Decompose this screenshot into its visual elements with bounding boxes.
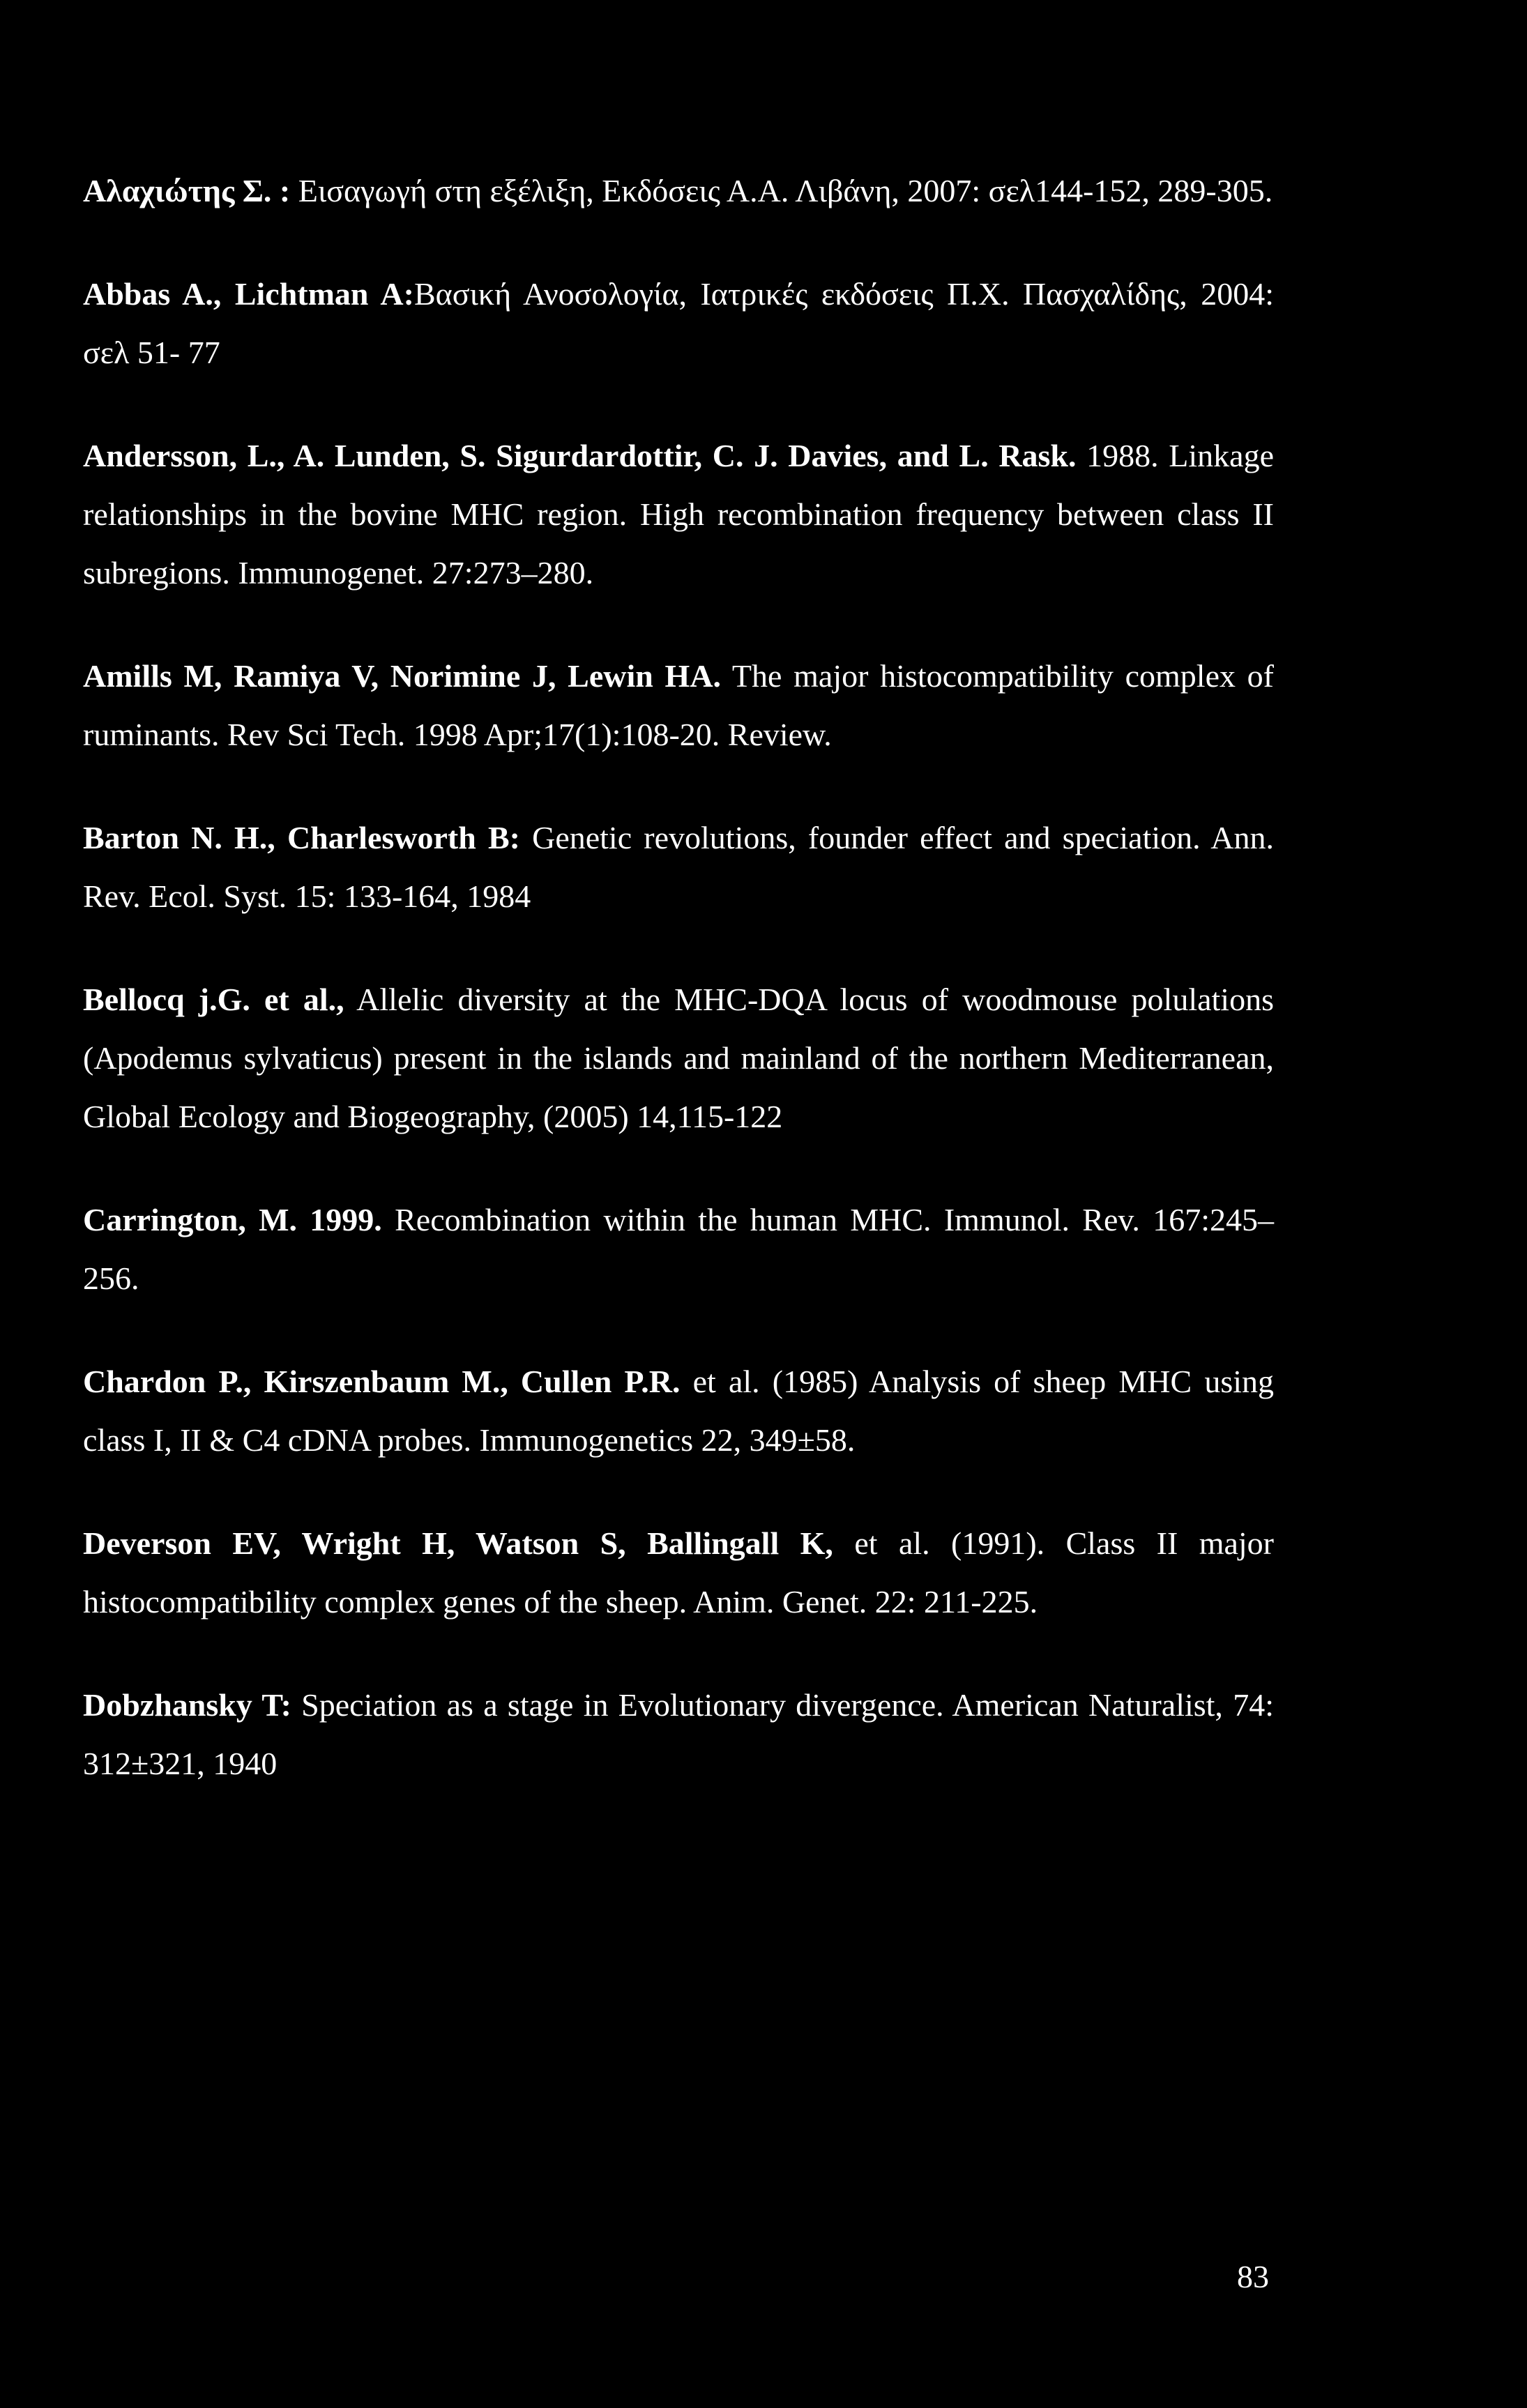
reference-carrington (83, 1191, 1274, 1308)
reference-amills (83, 647, 1274, 764)
reference-andersson (83, 427, 1274, 602)
reference-citation: et al. (1985) Analysis of sheep MHC using class I, II & C4 cDNA probes. Immunogenetics 22, 349±58. (83, 1364, 1274, 1458)
reference-authors: Bellocq j.G. et al., (83, 982, 344, 1017)
reference-authors: Αλαχιώτης Σ. : (83, 173, 291, 208)
reference-dobzhansky (83, 1676, 1274, 1793)
reference-alachiotis (83, 162, 1274, 220)
reference-citation: The major histocompatibility complex of ruminants. Rev Sci Tech. 1998 Apr;17(1):108-20. Review. (83, 658, 1275, 752)
reference-deverson (83, 1514, 1274, 1631)
reference-citation: Genetic revolutions, founder effect and speciation. Ann. Rev. Ecol. Syst. 15: 133-164, 1984 (83, 820, 1274, 914)
reference-barton (83, 809, 1274, 926)
reference-abbas (83, 265, 1274, 382)
reference-authors: Carrington, M. 1999. (83, 1202, 382, 1237)
reference-authors: Andersson, L., A. Lunden, S. Sigurdardottir, C. J. Davies, and L. Rask. (83, 438, 1077, 473)
page-number: 83 (1237, 2259, 1269, 2294)
reference-citation: et al. (1991). Class II major histocompatibility complex genes of the sheep. Anim. Genet. 22: 211-225. (83, 1525, 1274, 1620)
reference-citation: Recombination within the human MHC. Immunol. Rev. 167:245–256. (83, 1202, 1274, 1296)
reference-citation: Εισαγωγή στη εξέλιξη, Εκδόσεις Α.Α. Λιβάνη, 2007: σελ144-152, 289-305. (290, 173, 1273, 208)
reference-bellocq (83, 970, 1274, 1146)
reference-chardon (83, 1352, 1274, 1470)
reference-authors: Barton N. H., Charlesworth B: (83, 820, 520, 855)
reference-citation: Speciation as a stage in Evolutionary divergence. American Naturalist, 74: 312±321, 1940 (83, 1687, 1274, 1781)
reference-authors: Dobzhansky T: (83, 1687, 291, 1723)
reference-list (83, 162, 1274, 1793)
reference-authors: Amills M, Ramiya V, Norimine J, Lewin HA. (83, 658, 722, 694)
reference-authors: Chardon P., Kirszenbaum M., Cullen P.R. (83, 1364, 681, 1399)
reference-authors: Abbas A., Lichtman A: (83, 276, 414, 312)
reference-citation: Allelic diversity at the MHC-DQA locus of woodmouse polulations (Apodemus sylvaticus) present in the islands and mainland of the northern Mediterranean, Global Ecology and Biogeography, (2005) 14,115-122 (83, 982, 1274, 1134)
reference-citation: Βασική Ανοσολογία, Ιατρικές εκδόσεις Π.Χ. Πασχαλίδης, 2004: σελ 51- 77 (83, 276, 1274, 370)
reference-citation: 1988. Linkage relationships in the bovine MHC region. High recombination frequency between class II subregions. Immunogenet. 27:273–280. (83, 438, 1274, 590)
reference-authors: Deverson EV, Wright H, Watson S, Ballingall K, (83, 1525, 833, 1561)
